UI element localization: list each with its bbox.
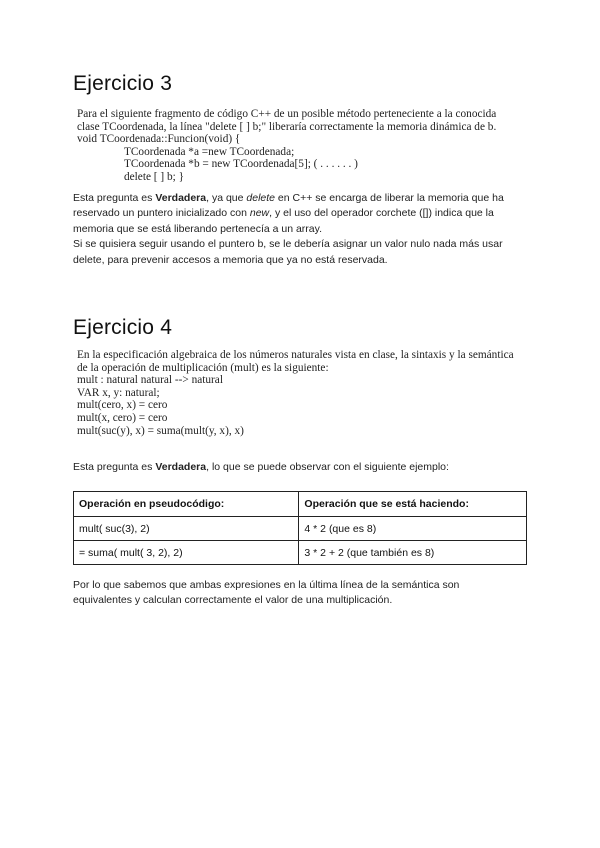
- answer-line: [73, 460, 449, 475]
- code-line: delete [ ] b; }: [124, 170, 184, 183]
- conclusion-line: equivalentes y calculan correctamente el valor de una multiplicación.: [73, 594, 393, 607]
- answer-line: [73, 206, 504, 221]
- table-header-row: [74, 492, 527, 517]
- statement-line: En la especificación algebraica de los números naturales vista en clase, la sintaxis y la semántica: [77, 349, 514, 361]
- spec-line: VAR x, y: natural;: [77, 386, 160, 399]
- table-row: [74, 517, 527, 541]
- answer-verdict: Verdadera: [155, 192, 207, 204]
- answer-keyword: delete: [246, 192, 275, 204]
- exercise-3-answer: [73, 191, 504, 268]
- table-cell: 4 * 2 (que es 8): [299, 517, 527, 541]
- answer-text: en C++ se encarga de liberar la memoria que ha: [275, 192, 504, 204]
- exercise-4-title: Ejercicio 4: [73, 316, 173, 339]
- table-row: [74, 541, 527, 565]
- conclusion-line: Por lo que sabemos que ambas expresiones en la última línea de la semántica son: [73, 579, 460, 591]
- answer-line: delete, para prevenir accesos a memoria que ya no está reservada.: [73, 253, 388, 266]
- answer-text: reservado un puntero inicializado con: [73, 207, 250, 220]
- statement-line: de la operación de multiplicación (mult) es la siguiente:: [77, 361, 329, 374]
- table-cell: = suma( mult( 3, 2), 2): [74, 541, 299, 565]
- exercise-3-statement: [77, 108, 496, 184]
- exercise-4-statement: [77, 349, 514, 437]
- spec-line: mult : natural natural --> natural: [77, 374, 223, 387]
- answer-keyword: new: [249, 207, 270, 220]
- answer-line: [73, 191, 504, 206]
- exercise-3-title: Ejercicio 3: [73, 72, 173, 95]
- answer-text: , lo que se puede observar con el siguiente ejemplo:: [206, 461, 449, 473]
- spec-line: mult(suc(y), x) = suma(mult(y, x), x): [77, 424, 244, 437]
- table-cell: 3 * 2 + 2 (que también es 8): [299, 541, 527, 565]
- code-line: TCoordenada *a =new TCoordenada;: [124, 145, 295, 158]
- answer-line: memoria que se está liberando pertenecía a un array.: [73, 222, 323, 235]
- example-table: [73, 491, 527, 565]
- answer-line: Si se quisiera seguir usando el puntero b, se le debería asignar un valor nulo nada más usar: [73, 238, 503, 251]
- exercise-4-conclusion: [73, 578, 459, 609]
- answer-text: , ya que: [206, 192, 247, 204]
- answer-text: Esta pregunta es: [73, 192, 156, 204]
- table-header: Operación que se está haciendo:: [299, 492, 527, 517]
- table-header: Operación en pseudocódigo:: [74, 492, 299, 517]
- statement-line: Para el siguiente fragmento de código C++ de un posible método perteneciente a la conocida: [77, 108, 497, 120]
- code-line: void TCoordenada::Funcion(void) {: [77, 133, 241, 146]
- exercise-4-answer: [73, 460, 449, 475]
- spec-line: mult(x, cero) = cero: [77, 411, 168, 424]
- answer-text: , y el uso del operador corchete ([]) indica que la: [269, 207, 494, 220]
- answer-verdict: Verdadera: [155, 461, 207, 473]
- spec-line: mult(cero, x) = cero: [77, 399, 168, 412]
- answer-text: Esta pregunta es: [73, 461, 156, 473]
- statement-line: clase TCoordenada, la línea "delete [ ] b;" liberaría correctamente la memoria dinámica de b.: [77, 120, 497, 133]
- code-line: TCoordenada *b = new TCoordenada[5]; ( . . . . . . ): [124, 158, 358, 171]
- table-cell: mult( suc(3), 2): [74, 517, 299, 541]
